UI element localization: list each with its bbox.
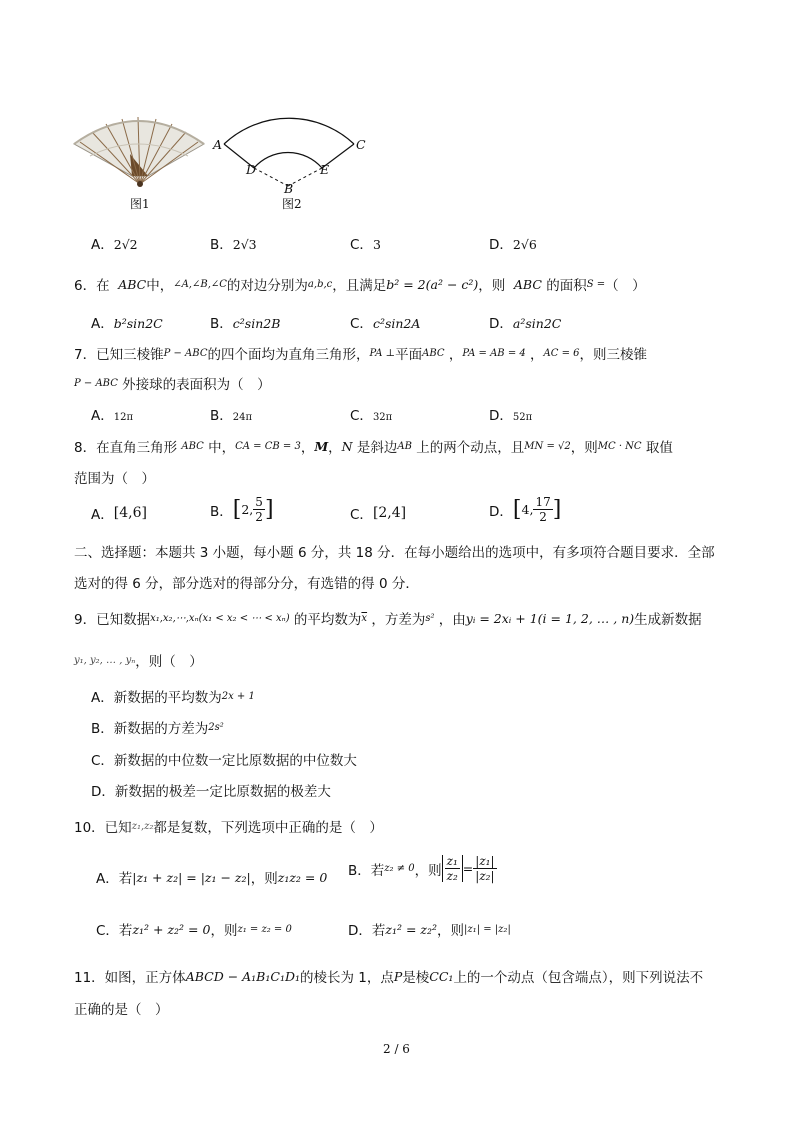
q6-option-d[interactable]: D．a²sin2C [489,316,562,332]
q5-option-b[interactable]: B．2√3 [210,237,257,253]
q10-stem: 10．已知 z₁,z₂ 都是复数，下列选项中正确的是（ ） [74,820,383,836]
q6-option-a[interactable]: A．b²sin2C [91,316,163,332]
q5-option-c[interactable]: C．3 [350,237,381,253]
point-D-label: D [246,162,257,177]
q7-stem-line2: P − ABC 外接球的表面积为（ ） [74,377,271,393]
q7-stem-line1: 7．已知三棱锥 P − ABC 的四个面均为直角三角形， PA ⊥ 平面 ABC ， PA = AB = 4 ， AC = 6 ，则三棱锥 [74,347,648,363]
section2-instruction-line2: 选对的得 6 分，部分选对的得部分分，有选错的得 0 分． [74,576,419,592]
q11-stem-line1: 11．如图，正方体 ABCD − A₁B₁C₁D₁ 的棱长为 1，点 P 是棱 CC₁ 上的一个动点（包含端点），则下列说法不 [74,968,704,986]
q8-stem-line2: 范围为（ ） [74,471,155,487]
q6-option-c[interactable]: C．c²sin2A [350,316,421,332]
q9-stem-line2: y₁, y₂, … , yₙ ，则（ ） [74,654,203,670]
q5-option-a[interactable]: A．2√2 [91,237,138,253]
page-number: 2 / 6 [383,1042,410,1056]
q6-stem: 6．在 ABC 中， ∠A,∠B,∠C 的对边分别为 a,b,c ，且满足 b² = 2(a² − c²) ，则 ABC 的面积 S = （ ） [74,276,646,294]
q5-option-d[interactable]: D．2√6 [489,237,537,253]
fan-image [70,104,210,188]
q9-option-d[interactable]: D．新数据的极差一定比原数据的极差大 [91,784,331,800]
q7-option-c[interactable]: C．32π [350,408,393,424]
q9-option-a[interactable]: A．新数据的平均数为 2x + 1 [91,690,255,706]
q7-option-d[interactable]: D．52π [489,408,533,424]
q7-option-b[interactable]: B．24π [210,408,253,424]
point-B-label: B [284,181,294,196]
point-E-label: E [320,162,330,177]
q9-stem-line1: 9．已知数据 x₁,x₂,⋯,xₙ(x₁ < x₂ < ⋯ < xₙ) 的平均数为 $\overline{x}$ ，方差为 s² ，由 yᵢ = 2xᵢ + 1(i = 1, 2, … , n) 生成新数据 [74,610,702,628]
q6-option-b[interactable]: B．c²sin2B [210,316,281,332]
q9-option-c[interactable]: C．新数据的中位数一定比原数据的中位数大 [91,753,357,769]
q7-option-a[interactable]: A．12π [91,408,134,424]
q8-option-d[interactable]: D． [ 4, 17 2 ] [489,495,562,524]
fig2-caption: 图2 [282,197,302,211]
section2-instruction-line1: 二、选择题：本题共 3 小题，每小题 6 分，共 18 分．在每小题给出的选项中，有多项符合题目要求．全部 [74,545,715,561]
q8-stem-line1: 8．在直角三角形 ABC 中， CA = CB = 3 ， M ， N 是斜边 AB 上的两个动点，且 MN = √2 ，则 MC · NC 取值 [74,438,673,456]
fig1-caption: 图1 [130,197,150,211]
q10-option-a[interactable]: A．若 |z₁ + z₂| = |z₁ − z₂| ，则 z₁z₂ = 0 [96,869,328,887]
q10-option-b[interactable]: B．若 z₂ ≠ 0 ，则 $\frac{\text{z₁}}{\text{z₂}}$ = $\frac{\text{|z₁|}}{\text{|z₂|}}$ [348,854,495,883]
q8-option-b[interactable]: B． [ 2, 5 2 ] [210,495,274,524]
q8-option-a[interactable]: A． [4,6] [91,505,147,523]
q11-stem-line2: 正确的是（ ） [74,1002,169,1018]
q10-option-c[interactable]: C．若 z₁² + z₂² = 0 ，则 z₁ = z₂ = 0 [96,921,292,939]
point-C-label: C [356,137,366,152]
q9-option-b[interactable]: B．新数据的方差为 2s² [91,721,224,737]
q8-option-c[interactable]: C． [2,4] [350,505,407,523]
point-A-label: A [213,137,223,152]
q10-option-d[interactable]: D．若 z₁² = z₂² ，则 |z₁| = |z₂| [348,921,511,939]
